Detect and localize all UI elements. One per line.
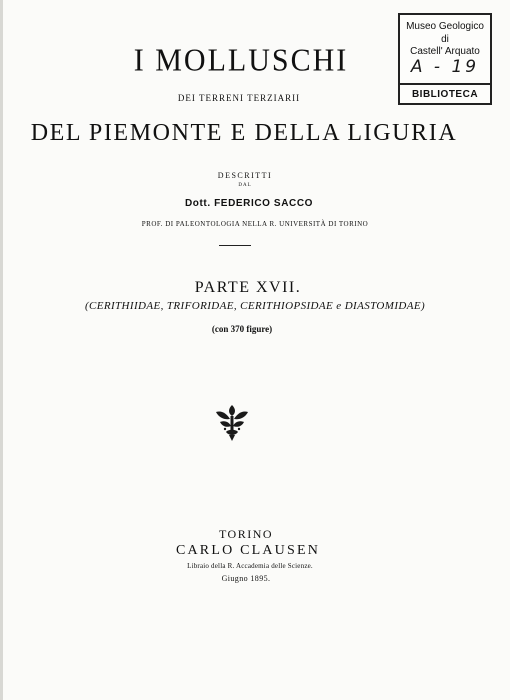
author-name: Dott. FEDERICO SACCO [184, 198, 314, 209]
imprint-publisher-note: Libraio della R. Accademia delle Scienze. [187, 562, 313, 570]
fleuron-ornament-icon [212, 402, 252, 442]
dal-label: DAL [238, 183, 252, 188]
library-stamp [398, 13, 492, 105]
families-list: (CERITHIIDAE, TRIFORIDAE, CERITHIOPSIDAE e DIASTOMIDAE) [84, 300, 426, 312]
stamp-shelf-number: A - 19 [410, 57, 480, 77]
stamp-library-label: BIBLIOTECA [411, 89, 479, 100]
stamp-location: Castell' Arquato [410, 46, 480, 57]
stamp-di: di [441, 34, 449, 45]
imprint-date: Giugno 1895. [221, 574, 271, 583]
subtitle-small: DEI TERRENI TERZIARII [177, 93, 301, 103]
imprint-city: TORINO [218, 527, 274, 541]
stamp-divider [400, 83, 490, 85]
imprint-publisher: CARLO CLAUSEN [175, 543, 321, 558]
scan-edge [0, 0, 3, 700]
part-number: PARTE XVII. [194, 279, 302, 296]
author-affiliation: PROF. DI PALEONTOLOGIA NELLA R. UNIVERSITÀ DI TORINO [141, 220, 369, 228]
descritti-label: DESCRITTI [217, 171, 273, 180]
book-title: I MOLLUSCHI [133, 43, 349, 78]
figure-count: (con 370 figure) [211, 324, 273, 334]
subtitle-large: DEL PIEMONTE E DELLA LIGURIA [30, 120, 458, 146]
stamp-museum-name: Museo Geologico [406, 21, 484, 32]
divider-rule [219, 245, 251, 246]
